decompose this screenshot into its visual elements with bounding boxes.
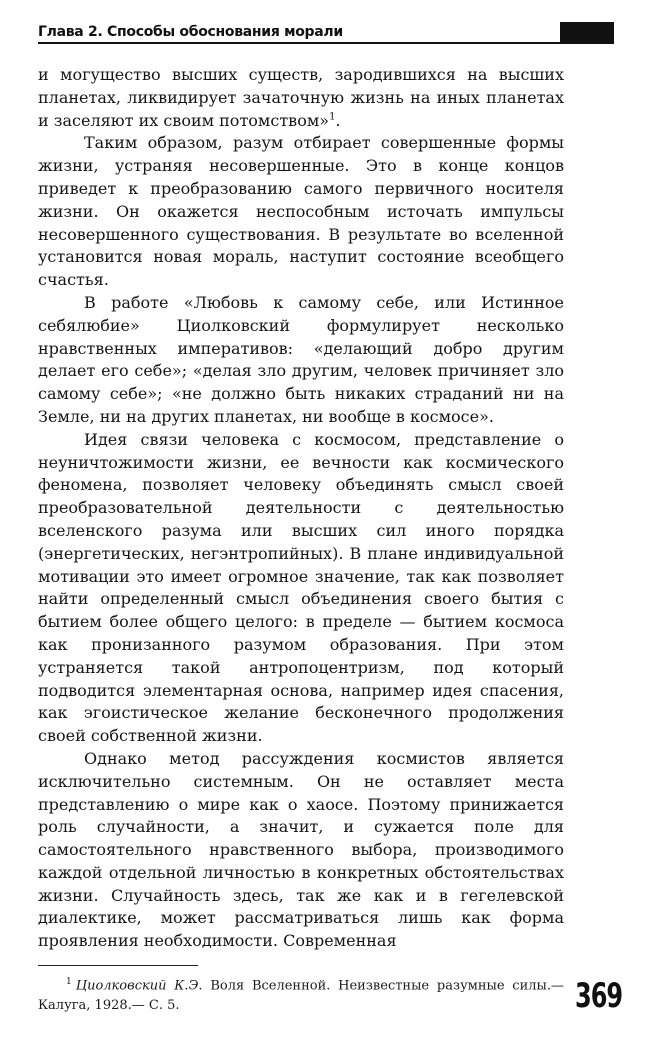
paragraph-5: Однако метод рассуждения космистов является исключительно системным. Он не оставляет места представлению о мире как о хаосе. Поэтому принижается роль случайности, а значит, и сужается поле для самостоятельного нравственного выбора, производимого каждой отдельной личностью в конкретных обстоятельствах жизни. Случайность здесь, так же как и в гегелевской диалектике, может рассматриваться лишь как форма проявления необходимости. Современная (38, 748, 564, 951)
header-black-block (560, 22, 614, 44)
paragraph-1-end: . (335, 110, 341, 130)
body-text (38, 64, 564, 953)
paragraph-4: Идея связи человека с космосом, представление о неуничтожимости жизни, ее вечности как космического феномена, позволяет человеку объединять смысл своей преобразовательной деятельности с деятельностью вселенского разума или высших сил иного порядка (энергетических, негэнтропийных). В плане индивидуальной мотивации это имеет огромное значение, так как позволяет найти определенный смысл объединения своего бытия с бытием более общего целого: в пределе — бытием космоса как пронизанного разумом образования. При этом устраняется такой антропоцентризм, под который подводится элементарная основа, например идея спасения, как эгоистическое желание бесконечного продолжения своей собственной жизни. (38, 429, 564, 746)
paragraph-1-text: и могущество высших существ, зародившихся на высших планетах, ликвидирует зачаточную жизнь на иных планетах и заселяют их своим потомством» (38, 65, 564, 130)
running-header (38, 22, 614, 48)
footnote-author: Циолковский К.Э. (75, 978, 203, 994)
header-rule (38, 42, 614, 44)
paragraph-3: В работе «Любовь к самому себе, или Истинное себялюбие» Циолковский формулирует несколько нравственных императивов: «делающий добро другим делает его себе»; «делая зло другим, человек причиняет зло самому себе»; «не должно быть никаких страданий ни на Земле, ни на других планетах, ни вообще в космосе». (38, 292, 564, 426)
footnote-text: Воля Вселенной. Неизвестные разумные силы.— Калуга, 1928.— С. 5. (38, 978, 564, 1014)
footnote-reference: 1 (329, 111, 336, 123)
footnote-rule (38, 965, 198, 966)
page-number: 369 (575, 976, 623, 1016)
paragraph-1 (38, 64, 564, 132)
running-title: Глава 2. Способы обоснования морали (38, 24, 343, 40)
footnote (38, 972, 564, 1016)
paragraph-2: Таким образом, разум отбирает совершенные формы жизни, устраняя несовершенные. Это в конце концов приведет к преобразованию самого первичного носителя жизни. Он окажется неспособным источать импульсы несовершенного существования. В результате во вселенной установится новая мораль, наступит состояние всеобщего счастья. (38, 133, 564, 290)
footnote-marker: 1 (66, 977, 72, 987)
